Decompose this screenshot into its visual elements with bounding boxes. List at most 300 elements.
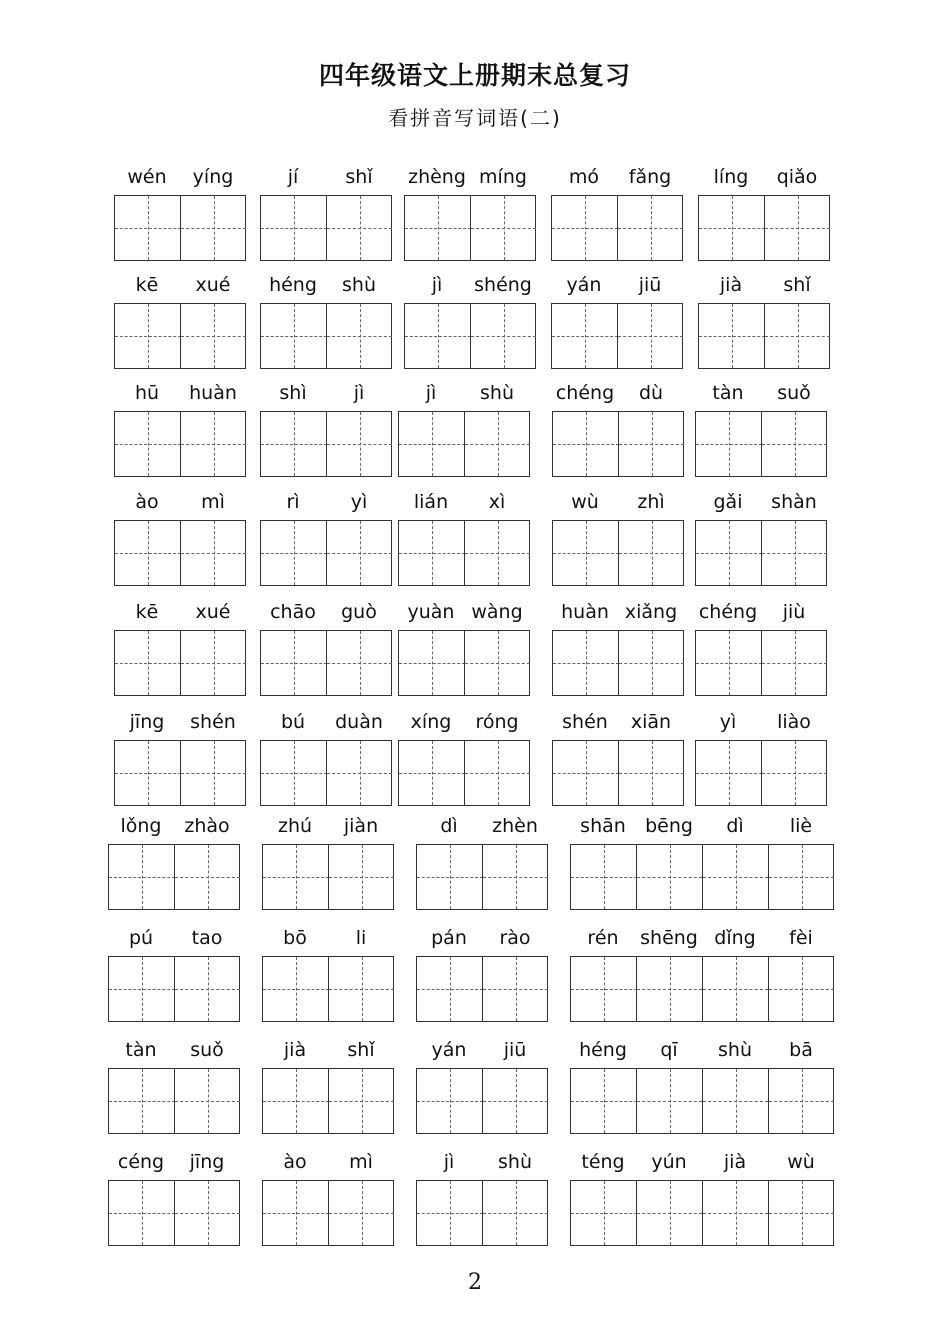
cell-horizontal-guide bbox=[703, 877, 768, 878]
pinyin-syllable: jì bbox=[443, 1151, 455, 1173]
tianzige-cell[interactable] bbox=[261, 521, 327, 585]
cell-horizontal-guide bbox=[465, 663, 530, 664]
pinyin-syllable: kē bbox=[135, 601, 159, 623]
tianzige-cell[interactable] bbox=[326, 741, 392, 805]
tianzige-cell[interactable] bbox=[768, 957, 834, 1021]
cell-horizontal-guide bbox=[762, 553, 827, 554]
tianzige-cell[interactable] bbox=[761, 631, 827, 695]
tianzige-cell[interactable] bbox=[115, 521, 181, 585]
cell-horizontal-guide bbox=[553, 553, 619, 554]
word-group bbox=[416, 1150, 548, 1246]
cell-horizontal-guide bbox=[263, 877, 329, 878]
pinyin-syllable: zhú bbox=[277, 815, 313, 837]
pinyin-syllable: fǎng bbox=[628, 166, 672, 188]
tianzige-cell[interactable] bbox=[115, 741, 181, 805]
tianzige-cell[interactable] bbox=[696, 631, 762, 695]
tianzige-cell[interactable] bbox=[180, 412, 246, 476]
tianzige-cell[interactable] bbox=[261, 412, 327, 476]
cell-horizontal-guide bbox=[327, 663, 392, 664]
pinyin-syllable: jiàn bbox=[343, 815, 379, 837]
cell-horizontal-guide bbox=[263, 1213, 329, 1214]
cell-horizontal-guide bbox=[417, 877, 483, 878]
cell-horizontal-guide bbox=[399, 663, 465, 664]
word-group bbox=[260, 165, 392, 261]
tianzige-cell[interactable] bbox=[326, 412, 392, 476]
cell-horizontal-guide bbox=[261, 773, 327, 774]
tianzige-cell[interactable] bbox=[636, 845, 702, 909]
tianzige-cell[interactable] bbox=[768, 845, 834, 909]
tianzige-cell[interactable] bbox=[464, 521, 530, 585]
cell-horizontal-guide bbox=[327, 773, 392, 774]
pinyin-syllable: téng bbox=[581, 1151, 625, 1173]
cell-horizontal-guide bbox=[619, 553, 684, 554]
word-group bbox=[416, 926, 548, 1022]
cell-horizontal-guide bbox=[115, 336, 181, 337]
tianzige-cell[interactable] bbox=[328, 957, 394, 1021]
cell-horizontal-guide bbox=[417, 1101, 483, 1102]
pinyin-syllable: xíng bbox=[410, 711, 452, 733]
cell-horizontal-guide bbox=[471, 228, 536, 229]
cell-horizontal-guide bbox=[465, 444, 530, 445]
pinyin-syllable: shù bbox=[342, 274, 376, 296]
pinyin-syllable: shān bbox=[580, 815, 626, 837]
pinyin-row bbox=[262, 814, 394, 838]
tianzige-cell[interactable] bbox=[761, 741, 827, 805]
tianzige-cell[interactable] bbox=[764, 196, 830, 260]
pinyin-syllable: mì bbox=[349, 1151, 373, 1173]
writing-boxes bbox=[108, 1180, 240, 1246]
tianzige-cell[interactable] bbox=[618, 412, 684, 476]
cell-horizontal-guide bbox=[261, 663, 327, 664]
word-group bbox=[695, 381, 827, 477]
cell-horizontal-guide bbox=[261, 336, 327, 337]
tianzige-cell[interactable] bbox=[115, 304, 181, 368]
cell-horizontal-guide bbox=[109, 1213, 175, 1214]
cell-horizontal-guide bbox=[769, 1101, 834, 1102]
writing-boxes bbox=[552, 520, 684, 586]
tianzige-cell[interactable] bbox=[699, 304, 765, 368]
writing-boxes bbox=[570, 956, 834, 1022]
tianzige-cell[interactable] bbox=[261, 304, 327, 368]
cell-horizontal-guide bbox=[175, 989, 240, 990]
word-group bbox=[262, 814, 394, 910]
word-group bbox=[260, 490, 392, 586]
cell-horizontal-guide bbox=[181, 444, 246, 445]
tianzige-cell[interactable] bbox=[482, 1069, 548, 1133]
pinyin-syllable: fèi bbox=[789, 927, 813, 949]
writing-boxes bbox=[570, 844, 834, 910]
tianzige-cell[interactable] bbox=[115, 412, 181, 476]
tianzige-cell[interactable] bbox=[636, 1181, 702, 1245]
writing-boxes bbox=[698, 195, 830, 261]
pinyin-syllable: jīng bbox=[189, 1151, 225, 1173]
tianzige-cell[interactable] bbox=[326, 521, 392, 585]
cell-horizontal-guide bbox=[175, 877, 240, 878]
writing-boxes bbox=[114, 411, 246, 477]
cell-horizontal-guide bbox=[405, 336, 471, 337]
tianzige-cell[interactable] bbox=[553, 521, 619, 585]
tianzige-cell[interactable] bbox=[482, 957, 548, 1021]
pinyin-row bbox=[570, 1150, 834, 1174]
pinyin-row bbox=[108, 814, 240, 838]
pinyin-syllable: zhèn bbox=[492, 815, 538, 837]
cell-horizontal-guide bbox=[552, 336, 618, 337]
tianzige-cell[interactable] bbox=[702, 1181, 768, 1245]
pinyin-syllable: bō bbox=[283, 927, 307, 949]
page-subtitle: 看拼音写词语(二) bbox=[388, 106, 562, 130]
tianzige-cell[interactable] bbox=[464, 631, 530, 695]
writing-boxes bbox=[108, 1068, 240, 1134]
pinyin-row bbox=[695, 600, 827, 624]
word-group bbox=[551, 273, 683, 369]
pinyin-row bbox=[416, 1150, 548, 1174]
tianzige-cell[interactable] bbox=[399, 412, 465, 476]
pinyin-row bbox=[570, 926, 834, 950]
tianzige-cell[interactable] bbox=[328, 845, 394, 909]
tianzige-cell[interactable] bbox=[326, 631, 392, 695]
tianzige-cell[interactable] bbox=[417, 1069, 483, 1133]
word-group bbox=[570, 1038, 834, 1134]
pinyin-syllable: jiū bbox=[503, 1039, 527, 1061]
word-group bbox=[114, 165, 246, 261]
pinyin-syllable: shén bbox=[190, 711, 236, 733]
tianzige-cell[interactable] bbox=[553, 631, 619, 695]
pinyin-syllable: kē bbox=[135, 274, 159, 296]
pinyin-syllable: yán bbox=[566, 274, 602, 296]
word-group bbox=[398, 710, 530, 806]
cell-horizontal-guide bbox=[417, 1213, 483, 1214]
cell-horizontal-guide bbox=[769, 1213, 834, 1214]
cell-horizontal-guide bbox=[696, 553, 762, 554]
tianzige-cell[interactable] bbox=[261, 196, 327, 260]
pinyin-row bbox=[552, 490, 684, 514]
writing-boxes bbox=[114, 195, 246, 261]
tianzige-cell[interactable] bbox=[263, 1069, 329, 1133]
tianzige-cell[interactable] bbox=[180, 304, 246, 368]
tianzige-cell[interactable] bbox=[399, 521, 465, 585]
pinyin-row bbox=[695, 381, 827, 405]
pinyin-row bbox=[108, 1038, 240, 1062]
word-group bbox=[114, 710, 246, 806]
cell-horizontal-guide bbox=[181, 553, 246, 554]
cell-horizontal-guide bbox=[571, 1213, 637, 1214]
cell-horizontal-guide bbox=[765, 336, 830, 337]
tianzige-cell[interactable] bbox=[174, 957, 240, 1021]
cell-horizontal-guide bbox=[399, 553, 465, 554]
writing-boxes bbox=[570, 1068, 834, 1134]
cell-horizontal-guide bbox=[483, 1213, 548, 1214]
tianzige-cell[interactable] bbox=[328, 1069, 394, 1133]
tianzige-cell[interactable] bbox=[326, 304, 392, 368]
word-group bbox=[114, 490, 246, 586]
pinyin-row bbox=[552, 381, 684, 405]
cell-horizontal-guide bbox=[471, 336, 536, 337]
cell-horizontal-guide bbox=[703, 1213, 768, 1214]
cell-horizontal-guide bbox=[399, 444, 465, 445]
writing-boxes bbox=[570, 1180, 834, 1246]
word-group bbox=[108, 1150, 240, 1246]
cell-horizontal-guide bbox=[329, 877, 394, 878]
cell-horizontal-guide bbox=[765, 228, 830, 229]
tianzige-cell[interactable] bbox=[109, 957, 175, 1021]
pinyin-syllable: chéng bbox=[555, 382, 615, 404]
writing-boxes bbox=[416, 956, 548, 1022]
tianzige-cell[interactable] bbox=[702, 957, 768, 1021]
tianzige-cell[interactable] bbox=[696, 741, 762, 805]
pinyin-syllable: qī bbox=[660, 1039, 678, 1061]
tianzige-cell[interactable] bbox=[109, 1181, 175, 1245]
cell-horizontal-guide bbox=[762, 444, 827, 445]
tianzige-cell[interactable] bbox=[696, 521, 762, 585]
tianzige-cell[interactable] bbox=[399, 631, 465, 695]
tianzige-cell[interactable] bbox=[761, 521, 827, 585]
pinyin-syllable: shù bbox=[498, 1151, 532, 1173]
cell-horizontal-guide bbox=[465, 553, 530, 554]
tianzige-cell[interactable] bbox=[552, 304, 618, 368]
tianzige-cell[interactable] bbox=[405, 304, 471, 368]
tianzige-cell[interactable] bbox=[115, 196, 181, 260]
cell-horizontal-guide bbox=[571, 1101, 637, 1102]
pinyin-syllable: xué bbox=[195, 274, 231, 296]
writing-boxes bbox=[404, 303, 536, 369]
pinyin-row bbox=[404, 273, 536, 297]
tianzige-cell[interactable] bbox=[768, 1181, 834, 1245]
tianzige-cell[interactable] bbox=[552, 196, 618, 260]
writing-boxes bbox=[260, 740, 392, 806]
pinyin-row bbox=[695, 490, 827, 514]
pinyin-row bbox=[114, 490, 246, 514]
tianzige-cell[interactable] bbox=[696, 412, 762, 476]
word-group bbox=[108, 926, 240, 1022]
cell-horizontal-guide bbox=[703, 989, 768, 990]
tianzige-cell[interactable] bbox=[263, 845, 329, 909]
pinyin-syllable: jì bbox=[353, 382, 365, 404]
pinyin-syllable: shǐ bbox=[783, 274, 811, 296]
tianzige-cell[interactable] bbox=[180, 196, 246, 260]
pinyin-syllable: tàn bbox=[125, 1039, 157, 1061]
tianzige-cell[interactable] bbox=[482, 1181, 548, 1245]
pinyin-syllable: jí bbox=[287, 166, 299, 188]
pinyin-syllable: shén bbox=[562, 711, 608, 733]
pinyin-row bbox=[108, 926, 240, 950]
pinyin-syllable: bēng bbox=[645, 815, 693, 837]
cell-horizontal-guide bbox=[483, 877, 548, 878]
pinyin-syllable: rén bbox=[587, 927, 619, 949]
word-group bbox=[262, 926, 394, 1022]
pinyin-syllable: héng bbox=[269, 274, 317, 296]
tianzige-cell[interactable] bbox=[180, 631, 246, 695]
tianzige-cell[interactable] bbox=[699, 196, 765, 260]
cell-horizontal-guide bbox=[115, 773, 181, 774]
pinyin-row bbox=[398, 600, 530, 624]
pinyin-syllable: huàn bbox=[189, 382, 237, 404]
tianzige-cell[interactable] bbox=[261, 631, 327, 695]
pinyin-syllable: xiǎng bbox=[624, 601, 678, 623]
tianzige-cell[interactable] bbox=[109, 845, 175, 909]
tianzige-cell[interactable] bbox=[571, 957, 637, 1021]
tianzige-cell[interactable] bbox=[417, 957, 483, 1021]
pinyin-syllable: jià bbox=[283, 1039, 307, 1061]
pinyin-row bbox=[698, 273, 830, 297]
pinyin-syllable: wàng bbox=[471, 601, 523, 623]
writing-boxes bbox=[114, 740, 246, 806]
writing-boxes bbox=[114, 520, 246, 586]
cell-horizontal-guide bbox=[553, 773, 619, 774]
writing-boxes bbox=[262, 1068, 394, 1134]
tianzige-cell[interactable] bbox=[482, 845, 548, 909]
pinyin-syllable: pán bbox=[431, 927, 467, 949]
pinyin-syllable: jì bbox=[425, 382, 437, 404]
word-group bbox=[260, 381, 392, 477]
tianzige-cell[interactable] bbox=[618, 521, 684, 585]
tianzige-cell[interactable] bbox=[702, 1069, 768, 1133]
word-group bbox=[114, 381, 246, 477]
cell-horizontal-guide bbox=[769, 989, 834, 990]
tianzige-cell[interactable] bbox=[636, 957, 702, 1021]
tianzige-cell[interactable] bbox=[571, 1181, 637, 1245]
word-group bbox=[552, 710, 684, 806]
tianzige-cell[interactable] bbox=[405, 196, 471, 260]
writing-boxes bbox=[552, 411, 684, 477]
tianzige-cell[interactable] bbox=[174, 845, 240, 909]
tianzige-cell[interactable] bbox=[768, 1069, 834, 1133]
cell-horizontal-guide bbox=[699, 228, 765, 229]
cell-horizontal-guide bbox=[115, 444, 181, 445]
writing-boxes bbox=[698, 303, 830, 369]
tianzige-cell[interactable] bbox=[617, 304, 683, 368]
cell-horizontal-guide bbox=[703, 1101, 768, 1102]
tianzige-cell[interactable] bbox=[180, 521, 246, 585]
pinyin-syllable: yíng bbox=[192, 166, 234, 188]
tianzige-cell[interactable] bbox=[417, 845, 483, 909]
tianzige-cell[interactable] bbox=[326, 196, 392, 260]
cell-horizontal-guide bbox=[637, 877, 702, 878]
writing-boxes bbox=[695, 520, 827, 586]
tianzige-cell[interactable] bbox=[464, 412, 530, 476]
word-group bbox=[416, 814, 548, 910]
pinyin-row bbox=[416, 1038, 548, 1062]
tianzige-cell[interactable] bbox=[399, 741, 465, 805]
word-group bbox=[551, 165, 683, 261]
cell-horizontal-guide bbox=[552, 228, 618, 229]
writing-boxes bbox=[416, 1068, 548, 1134]
tianzige-cell[interactable] bbox=[702, 845, 768, 909]
tianzige-cell[interactable] bbox=[618, 741, 684, 805]
tianzige-cell[interactable] bbox=[417, 1181, 483, 1245]
pinyin-syllable: pú bbox=[128, 927, 154, 949]
pinyin-syllable: liè bbox=[789, 815, 813, 837]
cell-horizontal-guide bbox=[571, 989, 637, 990]
cell-horizontal-guide bbox=[175, 1213, 240, 1214]
pinyin-syllable: shù bbox=[480, 382, 514, 404]
cell-horizontal-guide bbox=[762, 663, 827, 664]
pinyin-syllable: zhào bbox=[184, 815, 230, 837]
tianzige-cell[interactable] bbox=[261, 741, 327, 805]
tianzige-cell[interactable] bbox=[618, 631, 684, 695]
writing-boxes bbox=[404, 195, 536, 261]
writing-boxes bbox=[262, 844, 394, 910]
writing-boxes bbox=[398, 520, 530, 586]
pinyin-syllable: rì bbox=[286, 491, 300, 513]
tianzige-cell[interactable] bbox=[109, 1069, 175, 1133]
tianzige-cell[interactable] bbox=[470, 196, 536, 260]
pinyin-syllable: liào bbox=[777, 711, 811, 733]
tianzige-cell[interactable] bbox=[617, 196, 683, 260]
word-group bbox=[262, 1038, 394, 1134]
cell-horizontal-guide bbox=[327, 444, 392, 445]
pinyin-row bbox=[416, 814, 548, 838]
pinyin-row bbox=[552, 710, 684, 734]
cell-horizontal-guide bbox=[263, 1101, 329, 1102]
tianzige-cell[interactable] bbox=[553, 412, 619, 476]
writing-boxes bbox=[416, 1180, 548, 1246]
pinyin-row bbox=[260, 600, 392, 624]
writing-boxes bbox=[262, 1180, 394, 1246]
pinyin-syllable: míng bbox=[479, 166, 527, 188]
tianzige-cell[interactable] bbox=[571, 845, 637, 909]
cell-horizontal-guide bbox=[263, 989, 329, 990]
tianzige-cell[interactable] bbox=[328, 1181, 394, 1245]
tianzige-cell[interactable] bbox=[571, 1069, 637, 1133]
pinyin-row bbox=[262, 926, 394, 950]
writing-boxes bbox=[695, 630, 827, 696]
writing-boxes bbox=[260, 630, 392, 696]
writing-boxes bbox=[695, 740, 827, 806]
pinyin-syllable: shǐ bbox=[345, 166, 373, 188]
pinyin-syllable: jì bbox=[431, 274, 443, 296]
pinyin-syllable: líng bbox=[713, 166, 749, 188]
writing-boxes bbox=[416, 844, 548, 910]
tianzige-cell[interactable] bbox=[464, 741, 530, 805]
word-group bbox=[552, 381, 684, 477]
word-group bbox=[698, 273, 830, 369]
pinyin-syllable: héng bbox=[579, 1039, 627, 1061]
pinyin-syllable: xì bbox=[488, 491, 506, 513]
tianzige-cell[interactable] bbox=[764, 304, 830, 368]
writing-boxes bbox=[552, 630, 684, 696]
pinyin-syllable: shǐ bbox=[347, 1039, 375, 1061]
pinyin-syllable: suǒ bbox=[190, 1039, 224, 1061]
writing-boxes bbox=[108, 956, 240, 1022]
tianzige-cell[interactable] bbox=[636, 1069, 702, 1133]
pinyin-syllable: bā bbox=[789, 1039, 813, 1061]
tianzige-cell[interactable] bbox=[470, 304, 536, 368]
tianzige-cell[interactable] bbox=[761, 412, 827, 476]
tianzige-cell[interactable] bbox=[115, 631, 181, 695]
word-group bbox=[695, 710, 827, 806]
writing-boxes bbox=[552, 740, 684, 806]
word-group bbox=[570, 926, 834, 1022]
tianzige-cell[interactable] bbox=[180, 741, 246, 805]
tianzige-cell[interactable] bbox=[553, 741, 619, 805]
cell-horizontal-guide bbox=[553, 663, 619, 664]
pinyin-syllable: tàn bbox=[712, 382, 744, 404]
cell-horizontal-guide bbox=[115, 228, 181, 229]
word-group bbox=[416, 1038, 548, 1134]
tianzige-cell[interactable] bbox=[174, 1181, 240, 1245]
pinyin-syllable: shēng bbox=[640, 927, 698, 949]
cell-horizontal-guide bbox=[553, 444, 619, 445]
writing-boxes bbox=[398, 630, 530, 696]
pinyin-syllable: yán bbox=[431, 1039, 467, 1061]
tianzige-cell[interactable] bbox=[263, 957, 329, 1021]
pinyin-syllable: jià bbox=[719, 274, 743, 296]
word-group bbox=[570, 1150, 834, 1246]
word-group bbox=[404, 165, 536, 261]
cell-horizontal-guide bbox=[483, 989, 548, 990]
tianzige-cell[interactable] bbox=[263, 1181, 329, 1245]
tianzige-cell[interactable] bbox=[174, 1069, 240, 1133]
